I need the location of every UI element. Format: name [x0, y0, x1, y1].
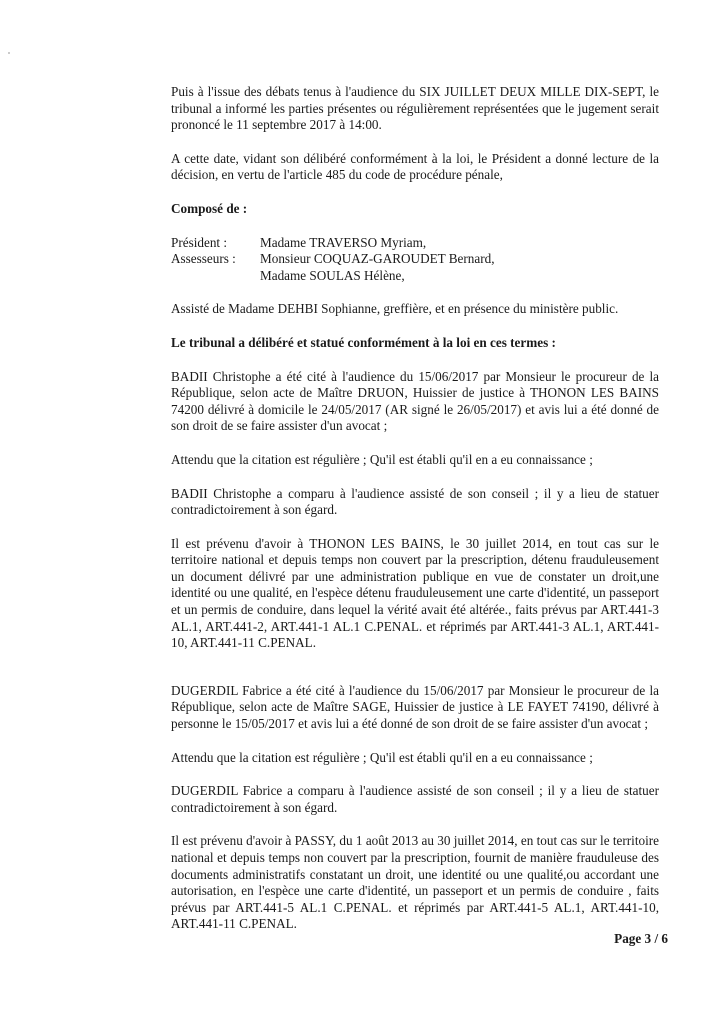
paragraph-badii-prevention: Il est prévenu d'avoir à THONON LES BAINS, le 30 juillet 2014, en tout cas sur le territoire national et depuis temps non couvert par la prescription, détenu frauduleusement un document délivré par une administration publique en vue de constater un droit,une identité ou une qualité, en l'espèce détenu frauduleusement une carte d'identité, un passeport et un permis de conduire, dans lequel la vérité avait été altérée., faits prévus par ART.441-3 AL.1, ART.441-2, ART.441-1 AL.1 C.PENAL. et réprimés par ART.441-3 AL.1, ART.441-10, ART.441-11 C.PENAL. [171, 535, 659, 651]
paragraph-debats: Puis à l'issue des débats tenus à l'audience du SIX JUILLET DEUX MILLE DIX-SEPT, le tribunal a informé les parties présentes ou régulièrement représentées que le jugement serait prononcé le 11 septembre 2017 à 14:00. [171, 84, 659, 133]
president-name: Madame TRAVERSO Myriam, [260, 234, 427, 250]
assesseurs-label: Assesseurs : [171, 251, 236, 267]
assesseur-1-name: Monsieur COQUAZ-GAROUDET Bernard, [260, 251, 495, 267]
paragraph-assiste: Assisté de Madame DEHBI Sophianne, greffière, et en présence du ministère public. [171, 301, 619, 317]
paragraph-attendu-2: Attendu que la citation est régulière ; Qu'il est établi qu'il en a eu connaissance ; [171, 749, 593, 765]
court-composition [171, 235, 659, 285]
president-label: Président : [171, 234, 228, 250]
paragraph-badii-comparu: BADII Christophe a comparu à l'audience assisté de son conseil ; il y a lieu de statuer contradictoirement à son égard. [171, 485, 659, 518]
paragraph-dugerdil-prevention: Il est prévenu d'avoir à PASSY, du 1 août 2013 au 30 juillet 2014, en tout cas sur le territoire national et depuis temps non couvert par la prescription, fournit de manière frauduleuse des documents administratifs constatant un droit, une identité ou une qualité,ou accordant une autorisation, en l'espèce une carte d'identité, un passeport et un permis de conduire , faits prévus par ART.441-5 AL.1 C.PENAL. et réprimés par ART.441-5 AL.1, ART.441-10, ART.441-11 C.PENAL. [171, 833, 659, 932]
compose-heading: Composé de : [171, 200, 248, 216]
paragraph-badii-citation: BADII Christophe a été cité à l'audience du 15/06/2017 par Monsieur le procureur de la République, selon acte de Maître DRUON, Huissier de justice à THONON LES BAINS 74200 délivré à domicile le 24/05/2017 (AR signé le 26/05/2017) et avis lui a été donné de son droit de se faire assister d'un avocat ; [171, 368, 659, 434]
tribunal-heading: Le tribunal a délibéré et statué conformément à la loi en ces termes : [171, 334, 556, 350]
scan-speck [8, 52, 10, 54]
page-number: Page 3 / 6 [614, 931, 668, 946]
assesseur-2-name: Madame SOULAS Hélène, [260, 267, 405, 283]
paragraph-deliberation: A cette date, vidant son délibéré conformément à la loi, le Président a donné lecture de la décision, en vertu de l'article 485 du code de procédure pénale, [171, 150, 659, 183]
document-body [171, 84, 659, 950]
paragraph-dugerdil-citation: DUGERDIL Fabrice a été cité à l'audience du 15/06/2017 par Monsieur le procureur de la République, selon acte de Maître SAGE, Huissier de justice à LE FAYET 74190, délivré à personne le 15/05/2017 et avis lui a été donné de son droit de se faire assister d'un avocat ; [171, 682, 659, 732]
members-spacer [171, 268, 260, 285]
paragraph-attendu-1: Attendu que la citation est régulière ; Qu'il est établi qu'il en a eu connaissance ; [171, 451, 593, 467]
section-spacer [171, 669, 659, 683]
paragraph-dugerdil-comparu: DUGERDIL Fabrice a comparu à l'audience assisté de son conseil ; il y a lieu de statuer contradictoirement à son égard. [171, 783, 659, 815]
